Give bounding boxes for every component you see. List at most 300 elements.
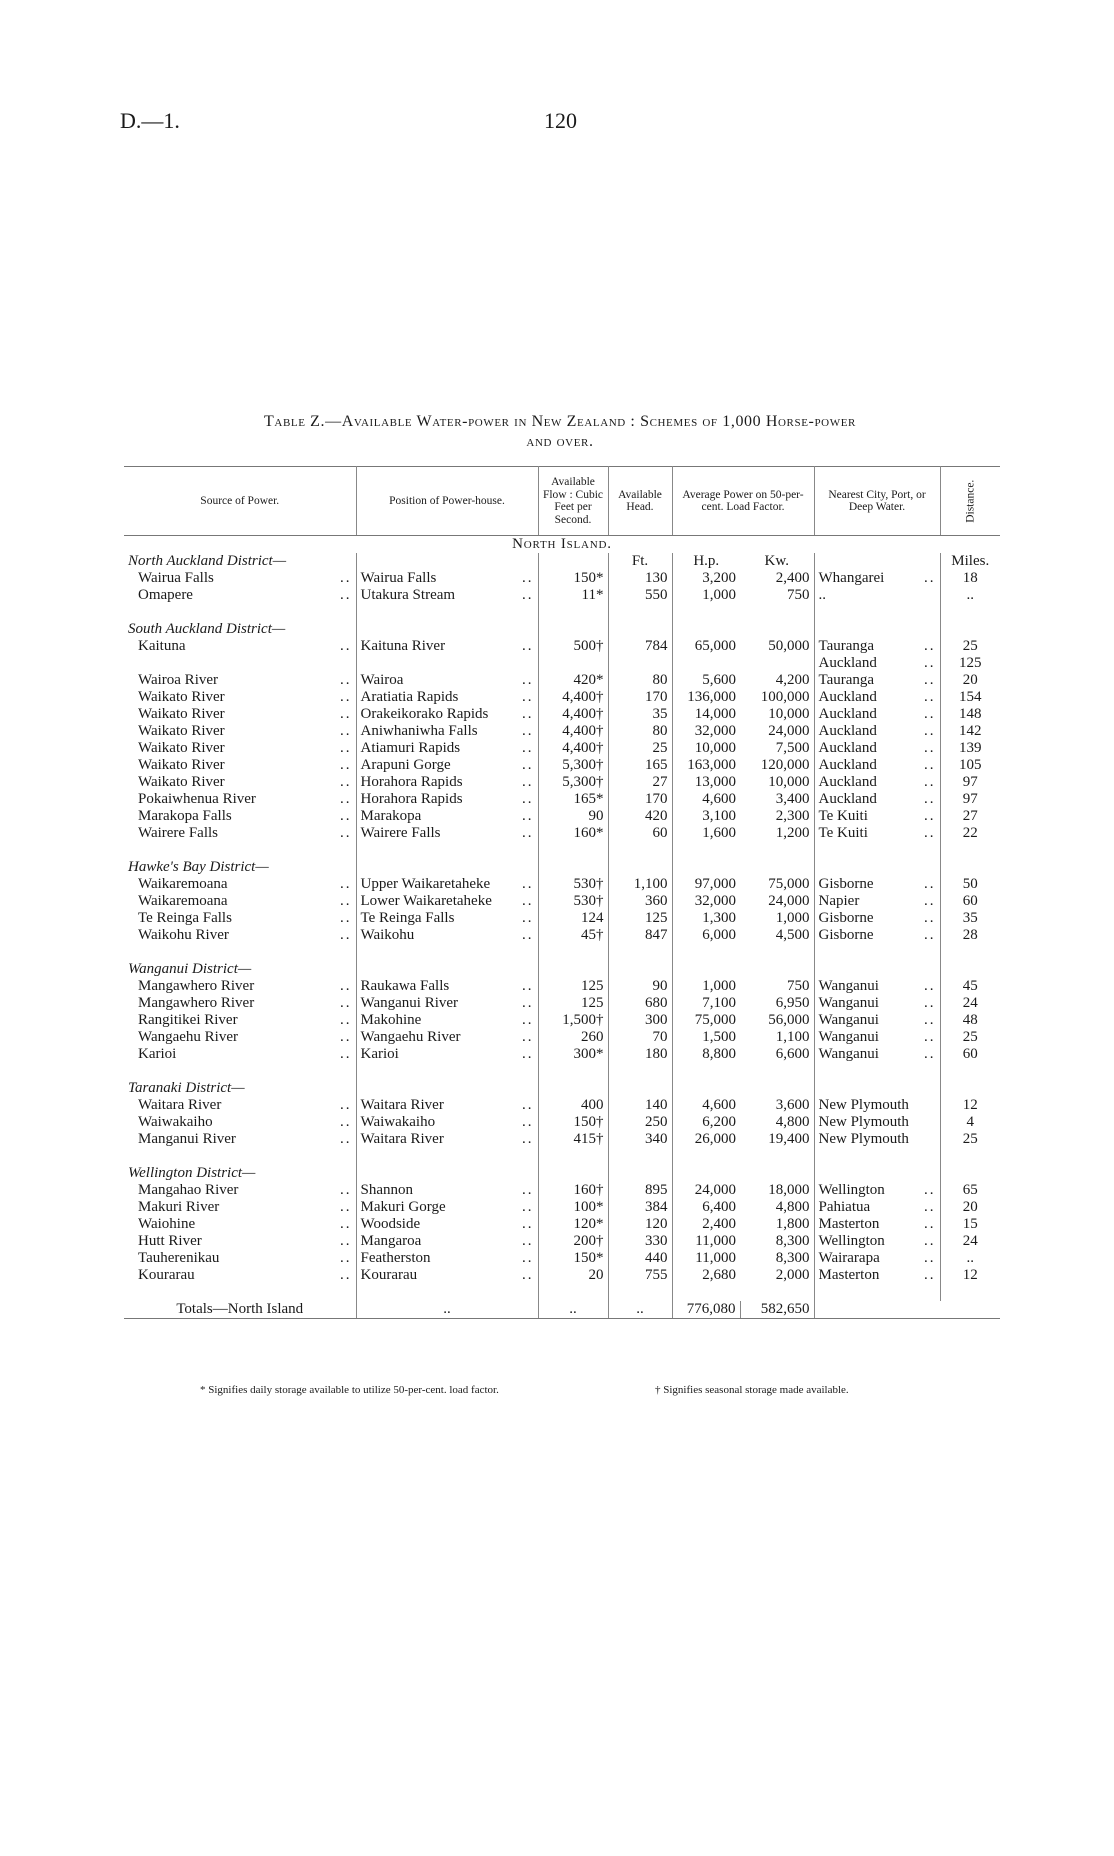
flow-cell-text: 45† (581, 927, 604, 943)
head-cell-text: 90 (652, 978, 668, 994)
spacer-row (124, 1284, 1000, 1301)
kw-cell-text: 4,500 (775, 927, 810, 943)
flow-cell (538, 1199, 608, 1216)
flow-cell-text: 150* (573, 570, 604, 586)
district-spacer (740, 1080, 814, 1097)
spacer-cell (124, 604, 356, 621)
head-cell-text: 170 (645, 689, 668, 705)
kw-cell (740, 1114, 814, 1131)
col-distance-header (940, 467, 1000, 536)
totals-head (608, 1301, 672, 1319)
leader-dots: .. (522, 1267, 534, 1283)
hp-cell (672, 1131, 740, 1148)
position-cell-text: Karioi (360, 1046, 399, 1062)
district-heading-row (124, 859, 1000, 876)
source-cell-text: Hutt River (138, 1233, 202, 1249)
col-city-header: Nearest City, Port, or Deep Water. (814, 467, 940, 536)
leader-dots: .. (340, 706, 352, 722)
source-cell-text: Kaituna (138, 638, 186, 654)
leader-dots: .. (522, 1029, 534, 1045)
kw-cell (740, 876, 814, 893)
spacer-cell (672, 842, 740, 859)
kw-cell-text: 6,600 (775, 1046, 810, 1062)
kw-cell-text: 100,000 (760, 689, 810, 705)
head-cell (608, 1250, 672, 1267)
position-cell (356, 740, 538, 757)
source-cell (124, 1046, 356, 1063)
distance-cell-text: 12 (962, 1267, 978, 1283)
source-cell (124, 910, 356, 927)
head-cell-text: 784 (645, 638, 668, 654)
city-cell (814, 706, 940, 723)
totals-row (124, 1301, 1000, 1319)
district-name (124, 1080, 356, 1097)
kw-cell-text: 4,200 (775, 672, 810, 688)
table-row (124, 1233, 1000, 1250)
position-cell (356, 638, 538, 655)
flow-cell (538, 995, 608, 1012)
city-cell-text: Auckland (818, 706, 877, 722)
section-heading: North Island. (512, 536, 612, 552)
flow-cell-text: 200† (573, 1233, 604, 1249)
source-cell (124, 1114, 356, 1131)
head-cell (608, 672, 672, 689)
kw-cell (740, 587, 814, 604)
leader-dots: .. (522, 1012, 534, 1028)
flow-cell-text: 4,400† (562, 740, 604, 756)
position-cell-text: Wairua Falls (360, 570, 437, 586)
head-cell (608, 995, 672, 1012)
spacer-cell (124, 1148, 356, 1165)
leader-dots: .. (340, 893, 352, 909)
flow-cell (538, 910, 608, 927)
position-cell (356, 1029, 538, 1046)
source-cell-text: Kourarau (138, 1267, 195, 1283)
kw-cell (740, 910, 814, 927)
leader-dots: .. (340, 1267, 352, 1283)
leader-dots: .. (340, 1199, 352, 1215)
table-row (124, 774, 1000, 791)
leader-dots: .. (924, 978, 936, 994)
leader-dots: .. (340, 876, 352, 892)
flow-cell (538, 774, 608, 791)
flow-cell-text: 5,300† (562, 774, 604, 790)
kw-cell (740, 1250, 814, 1267)
distance-cell-text: 45 (962, 978, 978, 994)
position-cell-text: Horahora Rapids (360, 774, 463, 790)
kw-cell-text: 24,000 (768, 723, 810, 739)
position-cell-text: Mangaroa (360, 1233, 422, 1249)
kw-cell-text: 6,950 (775, 995, 810, 1011)
leader-dots: .. (340, 910, 352, 926)
hp-cell-text: 1,000 (702, 587, 736, 603)
unit-head-text: Ft. (631, 553, 649, 569)
head-cell (608, 910, 672, 927)
spacer-cell (608, 604, 672, 621)
distance-cell-text: 142 (959, 723, 982, 739)
city-cell (814, 808, 940, 825)
position-cell (356, 1182, 538, 1199)
district-name-text: North Auckland District— (128, 553, 287, 569)
source-cell (124, 1267, 356, 1284)
position-cell-text: Orakeikorako Rapids (360, 706, 489, 722)
spacer-cell (740, 1284, 814, 1301)
distance-cell-text: 24 (962, 995, 978, 1011)
distance-cell (940, 876, 1000, 893)
hp-cell (672, 689, 740, 706)
leader-dots: .. (522, 1046, 534, 1062)
city-cell (814, 740, 940, 757)
position-cell-text: Wairere Falls (360, 825, 441, 841)
head-cell (608, 876, 672, 893)
kw-cell (740, 672, 814, 689)
hp-cell (672, 655, 740, 672)
leader-dots: .. (522, 978, 534, 994)
distance-cell-text: 139 (959, 740, 982, 756)
hp-cell-text: 7,100 (702, 995, 736, 1011)
leader-dots: .. (924, 1250, 936, 1266)
spacer-cell (940, 1148, 1000, 1165)
city-cell (814, 689, 940, 706)
totals-kw (740, 1301, 814, 1319)
position-cell (356, 808, 538, 825)
kw-cell (740, 927, 814, 944)
distance-cell-text: 18 (962, 570, 978, 586)
head-cell (608, 740, 672, 757)
flow-cell-text: 4,400† (562, 689, 604, 705)
source-cell-text: Omapere (138, 587, 193, 603)
leader-dots: .. (924, 876, 936, 892)
city-cell (814, 672, 940, 689)
city-cell-text: Masterton (818, 1267, 880, 1283)
spacer-cell (356, 1148, 538, 1165)
hp-cell (672, 740, 740, 757)
position-cell (356, 655, 538, 672)
hp-cell-text: 97,000 (694, 876, 736, 892)
spacer-row (124, 944, 1000, 961)
leader-dots: .. (522, 995, 534, 1011)
kw-cell-text: 8,300 (775, 1233, 810, 1249)
head-cell-text: 330 (645, 1233, 668, 1249)
source-cell (124, 1012, 356, 1029)
source-cell (124, 672, 356, 689)
source-cell-text: Waitara River (138, 1097, 222, 1113)
city-cell-text: New Plymouth (818, 1114, 909, 1130)
source-cell (124, 587, 356, 604)
position-cell-text: Kaituna River (360, 638, 446, 654)
source-cell (124, 1233, 356, 1250)
city-cell-text: Auckland (818, 757, 877, 773)
distance-cell (940, 638, 1000, 655)
unit-hp (672, 553, 740, 570)
district-spacer (608, 621, 672, 638)
head-cell (608, 1182, 672, 1199)
head-cell-text: 680 (645, 995, 668, 1011)
leader-dots: .. (924, 1182, 936, 1198)
district-spacer (538, 961, 608, 978)
position-cell-text: Arapuni Gorge (360, 757, 451, 773)
city-cell (814, 587, 940, 604)
kw-cell-text: 50,000 (768, 638, 810, 654)
leader-dots: .. (924, 825, 936, 841)
table-row (124, 825, 1000, 842)
district-heading-row (124, 1080, 1000, 1097)
position-cell (356, 757, 538, 774)
head-cell (608, 1233, 672, 1250)
flow-cell (538, 1250, 608, 1267)
kw-cell-text: 1,200 (775, 825, 810, 841)
leader-dots: .. (340, 740, 352, 756)
position-cell-text: Kourarau (360, 1267, 418, 1283)
district-spacer (538, 621, 608, 638)
city-cell-text: Auckland (818, 774, 877, 790)
position-cell (356, 910, 538, 927)
position-cell (356, 927, 538, 944)
hp-cell (672, 1250, 740, 1267)
source-cell (124, 1097, 356, 1114)
city-cell (814, 927, 940, 944)
position-cell-text: Upper Waikaretaheke (360, 876, 491, 892)
source-cell (124, 1216, 356, 1233)
city-cell-text: Auckland (818, 655, 877, 671)
head-cell-text: 550 (645, 587, 668, 603)
hp-cell-text: 3,100 (702, 808, 736, 824)
distance-cell-text: 50 (962, 876, 978, 892)
head-cell (608, 1114, 672, 1131)
head-cell (608, 757, 672, 774)
distance-cell (940, 995, 1000, 1012)
flow-cell (538, 893, 608, 910)
head-cell-text: 847 (645, 927, 668, 943)
position-cell-text: Aniwhaniwha Falls (360, 723, 478, 739)
source-cell (124, 723, 356, 740)
leader-dots: .. (924, 1012, 936, 1028)
position-cell-text: Makuri Gorge (360, 1199, 446, 1215)
distance-cell (940, 723, 1000, 740)
source-cell (124, 978, 356, 995)
table-row (124, 1199, 1000, 1216)
leader-dots: .. (340, 1029, 352, 1045)
kw-cell (740, 825, 814, 842)
hp-cell (672, 995, 740, 1012)
table-row (124, 1114, 1000, 1131)
leader-dots: .. (340, 757, 352, 773)
spacer-cell (608, 842, 672, 859)
kw-cell (740, 774, 814, 791)
flow-cell (538, 1114, 608, 1131)
flow-cell (538, 655, 608, 672)
distance-cell (940, 1199, 1000, 1216)
kw-cell (740, 706, 814, 723)
spacer-cell (538, 944, 608, 961)
hp-cell-text: 3,200 (702, 570, 736, 586)
kw-cell-text: 1,100 (775, 1029, 810, 1045)
district-spacer (940, 961, 1000, 978)
col-position-header: Position of Power-house. (356, 467, 538, 536)
source-cell-text: Waikato River (138, 723, 225, 739)
kw-cell (740, 978, 814, 995)
kw-cell (740, 689, 814, 706)
source-cell (124, 791, 356, 808)
hp-cell-text: 11,000 (695, 1250, 736, 1266)
leader-dots: .. (340, 689, 352, 705)
distance-cell (940, 1029, 1000, 1046)
position-cell (356, 791, 538, 808)
city-cell (814, 995, 940, 1012)
kw-cell-text: 750 (787, 978, 810, 994)
unit-head (608, 553, 672, 570)
table-row (124, 910, 1000, 927)
hp-cell (672, 791, 740, 808)
distance-cell (940, 570, 1000, 587)
source-cell (124, 1131, 356, 1148)
leader-dots: .. (924, 1267, 936, 1283)
city-cell-text: Pahiatua (818, 1199, 871, 1215)
city-cell (814, 876, 940, 893)
kw-cell-text: 3,400 (775, 791, 810, 807)
head-cell (608, 893, 672, 910)
spacer-cell (740, 842, 814, 859)
district-spacer (608, 1080, 672, 1097)
distance-cell (940, 910, 1000, 927)
head-cell (608, 1216, 672, 1233)
position-cell (356, 876, 538, 893)
leader-dots: .. (924, 1233, 936, 1249)
district-spacer (356, 1080, 538, 1097)
head-cell-text: 120 (645, 1216, 668, 1232)
col-source-header: Source of Power. (124, 467, 356, 536)
district-spacer (940, 1165, 1000, 1182)
head-cell-text: 340 (645, 1131, 668, 1147)
district-name (124, 1165, 356, 1182)
position-cell (356, 1114, 538, 1131)
distance-cell (940, 655, 1000, 672)
kw-cell (740, 1216, 814, 1233)
source-cell-text: Waikaremoana (138, 893, 228, 909)
flow-cell-text: 160† (573, 1182, 604, 1198)
city-cell (814, 570, 940, 587)
source-cell-text: Mangahao River (138, 1182, 239, 1198)
spacer-cell (356, 604, 538, 621)
leader-dots: .. (340, 978, 352, 994)
head-cell (608, 638, 672, 655)
head-cell (608, 655, 672, 672)
flow-cell (538, 808, 608, 825)
kw-cell (740, 740, 814, 757)
spacer-cell (672, 1063, 740, 1080)
flow-cell (538, 1267, 608, 1284)
totals-position-text: .. (443, 1301, 451, 1317)
district-spacer (740, 1165, 814, 1182)
district-name-text: Hawke's Bay District— (128, 859, 269, 875)
unit-kw-text: Kw. (764, 553, 789, 569)
city-cell-text: Te Kuiti (818, 825, 868, 841)
hp-cell (672, 1199, 740, 1216)
kw-cell-text: 56,000 (768, 1012, 810, 1028)
district-spacer (356, 859, 538, 876)
position-cell-text: Aratiatia Rapids (360, 689, 459, 705)
footnote-seasonal-storage: † Signifies seasonal storage made available. (655, 1384, 849, 1396)
totals-kw-text: 582,650 (760, 1301, 810, 1317)
leader-dots: .. (522, 825, 534, 841)
leader-dots: .. (522, 1216, 534, 1232)
source-cell-text: Mangawhero River (138, 995, 255, 1011)
totals-distance (940, 1301, 1000, 1319)
flow-cell-text: 124 (581, 910, 604, 926)
hp-cell (672, 1046, 740, 1063)
flow-cell (538, 638, 608, 655)
spacer-cell (672, 1284, 740, 1301)
city-cell-text: Wellington (818, 1182, 885, 1198)
distance-cell (940, 587, 1000, 604)
city-cell-text: Auckland (818, 689, 877, 705)
distance-cell (940, 1097, 1000, 1114)
head-cell-text: 420 (645, 808, 668, 824)
head-cell (608, 689, 672, 706)
city-cell (814, 757, 940, 774)
unit-distance-text: Miles. (951, 553, 990, 569)
table-row (124, 1250, 1000, 1267)
district-spacer (814, 859, 940, 876)
table-row (124, 740, 1000, 757)
position-cell (356, 995, 538, 1012)
kw-cell-text: 8,300 (775, 1250, 810, 1266)
spacer-cell (814, 1148, 940, 1165)
leader-dots: .. (522, 910, 534, 926)
flow-cell (538, 1233, 608, 1250)
spacer-cell (608, 1284, 672, 1301)
kw-cell-text: 4,800 (775, 1199, 810, 1215)
distance-header-label: Distance. (963, 479, 976, 523)
leader-dots: .. (522, 672, 534, 688)
spacer-cell (740, 1148, 814, 1165)
city-cell-text: Wanganui (818, 1046, 879, 1062)
leader-dots: .. (924, 791, 936, 807)
distance-cell (940, 706, 1000, 723)
flow-cell-text: 150† (573, 1114, 604, 1130)
leader-dots: .. (924, 1029, 936, 1045)
position-cell (356, 570, 538, 587)
hp-cell (672, 1097, 740, 1114)
unit-hp-text: H.p. (693, 553, 720, 569)
source-cell (124, 825, 356, 842)
head-cell-text: 27 (652, 774, 668, 790)
distance-cell-text: 12 (962, 1097, 978, 1113)
flow-cell-text: 415† (573, 1131, 604, 1147)
source-cell (124, 706, 356, 723)
distance-cell (940, 893, 1000, 910)
totals-flow (538, 1301, 608, 1319)
source-cell-text: Mangawhero River (138, 978, 255, 994)
city-cell-text: Auckland (818, 791, 877, 807)
spacer-cell (538, 842, 608, 859)
district-spacer (356, 961, 538, 978)
leader-dots: .. (924, 638, 936, 654)
table-row (124, 791, 1000, 808)
leader-dots: .. (522, 1114, 534, 1130)
leader-dots: .. (924, 1216, 936, 1232)
head-cell (608, 1046, 672, 1063)
position-cell-text: Wangaehu River (360, 1029, 461, 1045)
source-cell-text: Waikaremoana (138, 876, 228, 892)
position-cell-text: Atiamuri Rapids (360, 740, 461, 756)
distance-cell-text: 22 (962, 825, 978, 841)
leader-dots: .. (924, 927, 936, 943)
head-cell-text: 440 (645, 1250, 668, 1266)
distance-cell-text: .. (966, 587, 974, 603)
district-spacer (672, 961, 740, 978)
head-cell (608, 587, 672, 604)
